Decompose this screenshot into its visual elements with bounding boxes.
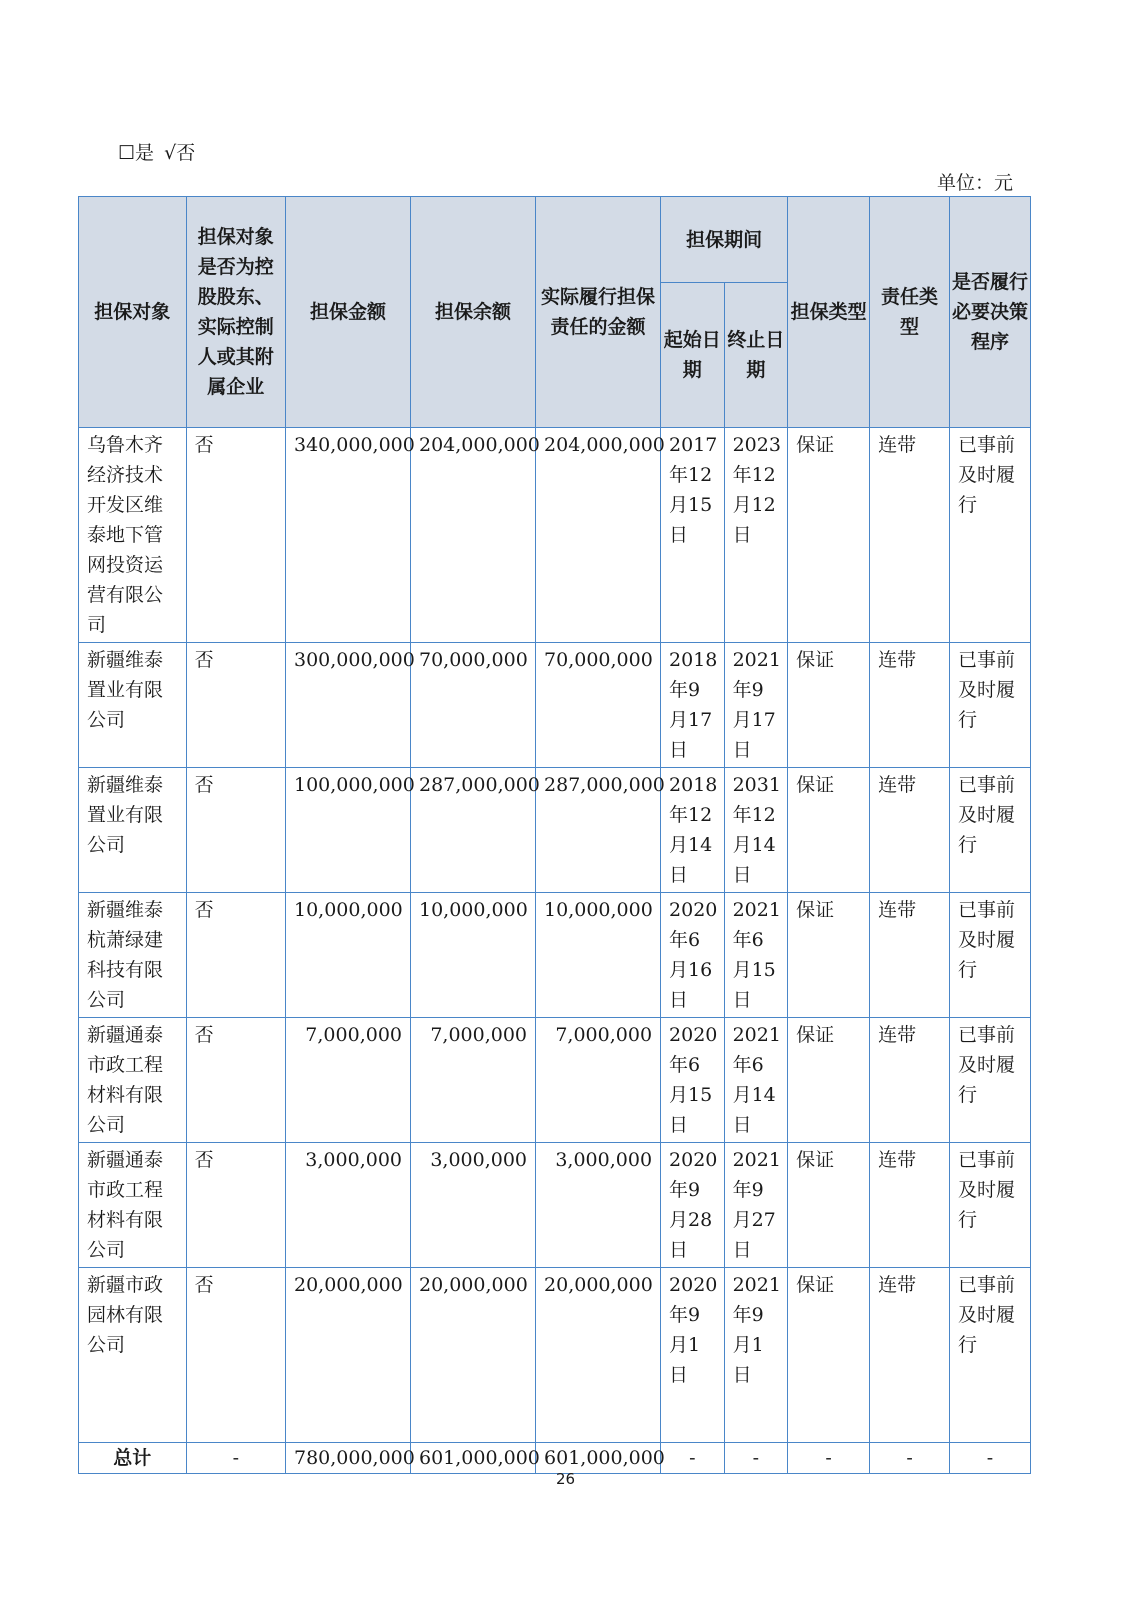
header-procedure: 是否履行必要决策程序 (950, 197, 1031, 428)
table-row (79, 1268, 1031, 1443)
cell-balance: 10,000,000 (411, 893, 536, 1018)
cell-procedure: 已事前及时履行 (950, 1018, 1031, 1143)
header-related: 担保对象是否为控股股东、实际控制人或其附属企业 (186, 197, 285, 428)
cell-procedure: 已事前及时履行 (950, 428, 1031, 643)
cell-actual: 70,000,000 (536, 643, 661, 768)
cell-actual: 7,000,000 (536, 1018, 661, 1143)
header-type: 担保类型 (788, 197, 870, 428)
header-start: 起始日期 (661, 283, 725, 428)
cell-type: 保证 (788, 1143, 870, 1268)
cell-amount: 100,000,000 (285, 768, 410, 893)
guarantee-table (78, 196, 1031, 1474)
cell-amount: 7,000,000 (285, 1018, 410, 1143)
cell-amount: 300,000,000 (285, 643, 410, 768)
total-row (79, 1443, 1031, 1474)
cell-end: 2031年12月14日 (724, 768, 788, 893)
total-duty: - (870, 1443, 950, 1474)
cell-related: 否 (186, 1268, 285, 1443)
cell-type: 保证 (788, 428, 870, 643)
cell-actual: 20,000,000 (536, 1268, 661, 1443)
yes-no-checkbox-line (118, 138, 199, 165)
header-end: 终止日期 (724, 283, 788, 428)
cell-object: 新疆通泰市政工程材料有限公司 (79, 1143, 187, 1268)
cell-end: 2021年9月27日 (724, 1143, 788, 1268)
cell-type: 保证 (788, 893, 870, 1018)
cell-amount: 20,000,000 (285, 1268, 410, 1443)
cell-start: 2020年9月28日 (661, 1143, 725, 1268)
header-amount: 担保金额 (285, 197, 410, 428)
cell-start: 2020年6月16日 (661, 893, 725, 1018)
cell-end: 2021年6月15日 (724, 893, 788, 1018)
cell-type: 保证 (788, 1268, 870, 1443)
cell-type: 保证 (788, 768, 870, 893)
total-related: - (186, 1443, 285, 1474)
header-object: 担保对象 (79, 197, 187, 428)
cell-duty: 连带 (870, 643, 950, 768)
cell-procedure: 已事前及时履行 (950, 1268, 1031, 1443)
cell-procedure: 已事前及时履行 (950, 893, 1031, 1018)
header-duty: 责任类型 (870, 197, 950, 428)
cell-balance: 70,000,000 (411, 643, 536, 768)
cell-balance: 3,000,000 (411, 1143, 536, 1268)
cell-duty: 连带 (870, 1268, 950, 1443)
total-procedure: - (950, 1443, 1031, 1474)
cell-start: 2020年9月1日 (661, 1268, 725, 1443)
page-number: 26 (555, 1470, 576, 1488)
total-amount: 780,000,000 (285, 1443, 410, 1474)
cell-procedure: 已事前及时履行 (950, 643, 1031, 768)
total-actual: 601,000,000 (536, 1443, 661, 1474)
cell-actual: 287,000,000 (536, 768, 661, 893)
total-label: 总计 (79, 1443, 187, 1474)
cell-procedure: 已事前及时履行 (950, 1143, 1031, 1268)
cell-start: 2018年9月17日 (661, 643, 725, 768)
cell-related: 否 (186, 768, 285, 893)
cell-end: 2021年9月17日 (724, 643, 788, 768)
cell-procedure: 已事前及时履行 (950, 768, 1031, 893)
cell-object: 新疆维泰置业有限公司 (79, 643, 187, 768)
header-actual: 实际履行担保责任的金额 (536, 197, 661, 428)
cell-duty: 连带 (870, 768, 950, 893)
cell-object: 新疆维泰杭萧绿建科技有限公司 (79, 893, 187, 1018)
cell-start: 2017年12月15日 (661, 428, 725, 643)
cell-related: 否 (186, 893, 285, 1018)
cell-end: 2021年9月1日 (724, 1268, 788, 1443)
cell-object: 新疆维泰置业有限公司 (79, 768, 187, 893)
cell-related: 否 (186, 1143, 285, 1268)
total-balance: 601,000,000 (411, 1443, 536, 1474)
cell-duty: 连带 (870, 1143, 950, 1268)
cell-amount: 3,000,000 (285, 1143, 410, 1268)
cell-balance: 204,000,000 (411, 428, 536, 643)
total-type: - (788, 1443, 870, 1474)
cell-amount: 340,000,000 (285, 428, 410, 643)
total-start: - (661, 1443, 725, 1474)
header-period: 担保期间 (661, 197, 788, 283)
cell-start: 2020年6月15日 (661, 1018, 725, 1143)
cell-duty: 连带 (870, 428, 950, 643)
cell-balance: 20,000,000 (411, 1268, 536, 1443)
checkmark-no: √否 (164, 142, 196, 164)
table-row (79, 643, 1031, 768)
cell-duty: 连带 (870, 1018, 950, 1143)
total-end: - (724, 1443, 788, 1474)
cell-type: 保证 (788, 643, 870, 768)
cell-end: 2023年12月12日 (724, 428, 788, 643)
cell-actual: 10,000,000 (536, 893, 661, 1018)
cell-duty: 连带 (870, 893, 950, 1018)
table-row (79, 1143, 1031, 1268)
cell-start: 2018年12月14日 (661, 768, 725, 893)
unit-label: 单位：元 (936, 172, 1013, 194)
cell-related: 否 (186, 1018, 285, 1143)
cell-related: 否 (186, 643, 285, 768)
table-row (79, 428, 1031, 643)
table-row (79, 768, 1031, 893)
cell-object: 新疆通泰市政工程材料有限公司 (79, 1018, 187, 1143)
cell-actual: 3,000,000 (536, 1143, 661, 1268)
cell-object: 新疆市政园林有限公司 (79, 1268, 187, 1443)
cell-amount: 10,000,000 (285, 893, 410, 1018)
header-balance: 担保余额 (411, 197, 536, 428)
table-row (79, 1018, 1031, 1143)
checkbox-yes: ☐是 (118, 142, 155, 164)
cell-related: 否 (186, 428, 285, 643)
cell-balance: 7,000,000 (411, 1018, 536, 1143)
table-row (79, 893, 1031, 1018)
cell-end: 2021年6月14日 (724, 1018, 788, 1143)
cell-object: 乌鲁木齐经济技术开发区维泰地下管网投资运营有限公司 (79, 428, 187, 643)
cell-type: 保证 (788, 1018, 870, 1143)
cell-balance: 287,000,000 (411, 768, 536, 893)
cell-actual: 204,000,000 (536, 428, 661, 643)
